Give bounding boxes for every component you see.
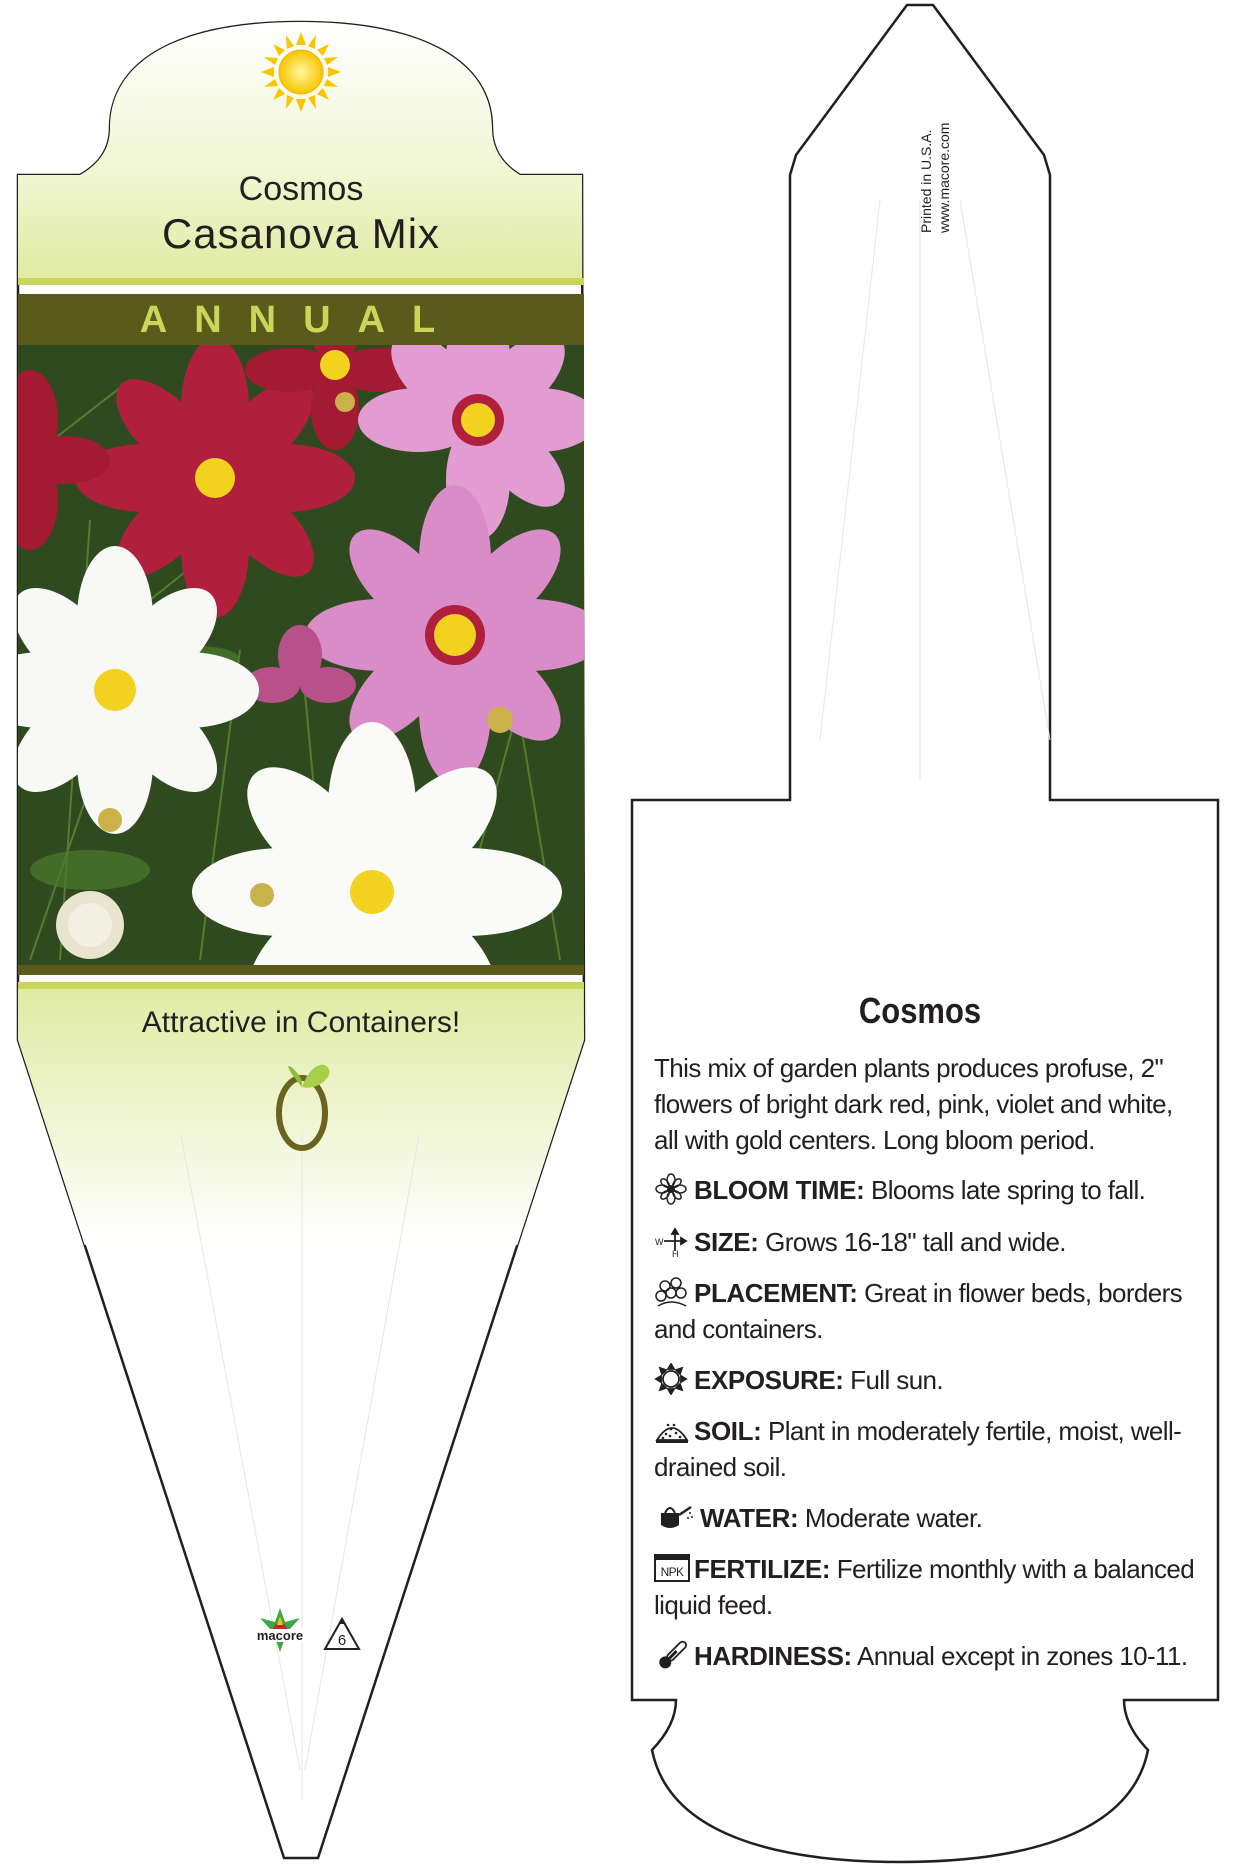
description: This mix of garden plants produces profuse, 2" flowers of bright dark red, pink, violet and white, all with gold centers. Long bloom period. [654,1053,1173,1155]
recycle-code: 6 [337,1632,347,1649]
sun-outline-icon [654,1363,690,1395]
attr-fertilize [654,1551,1214,1623]
placement-value: Great in flower beds, borders and containers. [654,1278,1183,1344]
size-icon [654,1225,690,1257]
svg-text:NPK: NPK [660,1565,684,1579]
tagline: Attractive in Containers! [141,1006,461,1039]
attr-placement [654,1275,1214,1347]
hardiness-value: Annual except in zones 10-11. [851,1641,1188,1671]
flower-photo [0,283,605,1062]
exposure-label: EXPOSURE: [694,1365,844,1395]
soil-label: SOIL: [694,1416,762,1446]
attr-bloom-time [654,1172,1214,1208]
flower-icon [654,1173,690,1205]
npk-icon [654,1552,690,1584]
attr-water [654,1500,1214,1536]
printed-country: Printed in U.S.A. [918,129,934,233]
exposure-value: Full sun. [843,1365,944,1395]
thermometer-icon [654,1639,690,1671]
attr-exposure [654,1362,1214,1398]
soil-icon [654,1414,690,1446]
svg-text:H: H [672,1249,678,1257]
fertilize-value: Fertilize monthly with a balanced liquid feed. [654,1554,1195,1620]
plant-genus: Cosmos [238,170,364,208]
attr-soil [654,1413,1214,1485]
attr-hardiness [654,1638,1214,1674]
sun-icon [261,32,341,112]
attr-size [654,1224,1214,1260]
category-label: ANNUAL [139,298,463,341]
water-value: Moderate water. [798,1503,983,1533]
hardiness-label: HARDINESS: [694,1641,852,1671]
bloom-value: Blooms late spring to fall. [864,1175,1146,1205]
bloom-label: BLOOM TIME: [694,1175,865,1205]
placement-label: PLACEMENT: [694,1278,858,1308]
size-value: Grows 16-18" tall and wide. [758,1227,1066,1257]
brand-name: macore [256,1628,304,1643]
plant-variety: Casanova Mix [161,210,441,257]
soil-value: Plant in moderately fertile, moist, well-drained soil. [654,1416,1182,1482]
printed-info [906,95,952,235]
placement-icon [654,1276,690,1308]
fertilize-label: FERTILIZE: [694,1554,831,1584]
svg-text:W: W [655,1237,663,1247]
macore-logo [244,1605,316,1665]
watering-can-icon [654,1501,696,1533]
size-label: SIZE: [694,1227,759,1257]
water-label: WATER: [700,1503,799,1533]
back-title: Cosmos [858,990,982,1031]
website: www.macore.com [936,122,952,233]
recycle-6-icon [322,1615,362,1655]
